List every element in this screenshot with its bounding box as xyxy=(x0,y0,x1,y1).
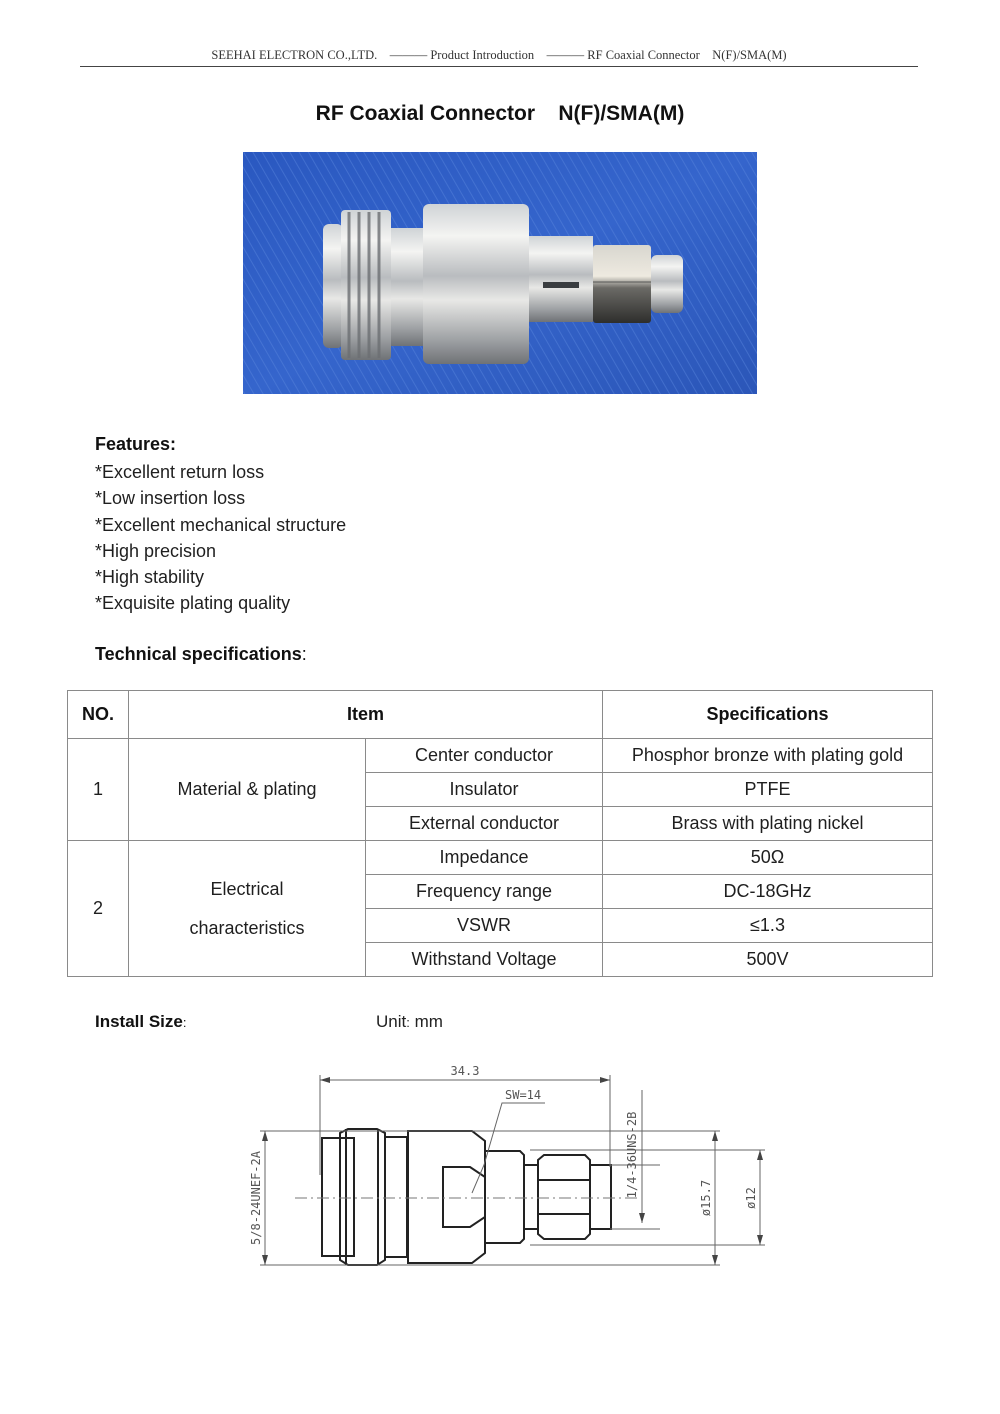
group-category-line: characteristics xyxy=(189,917,305,938)
dimension-wrench-size: SW=14 xyxy=(505,1088,542,1102)
product-photo xyxy=(243,152,757,394)
header-specifications: Specifications xyxy=(603,691,933,739)
install-drawing xyxy=(240,1055,780,1280)
dimension-right-thread: 1/4-36UNS-2B xyxy=(625,1111,639,1199)
table-header-row xyxy=(68,691,933,739)
unit-colon: : xyxy=(406,1015,410,1030)
dimension-left-thread: 5/8-24UNEF-2A xyxy=(249,1151,263,1245)
header-separator: ——— xyxy=(389,48,428,62)
spec-cell: 500V xyxy=(603,943,933,977)
header-company: SEEHAI ELECTRON CO.,LTD. xyxy=(211,48,378,62)
table-row xyxy=(68,841,933,875)
header-product: RF Coaxial Connector N(F)/SMA(M) xyxy=(587,48,787,62)
dimension-inner-diameter: ø12 xyxy=(744,1187,758,1209)
install-size-label xyxy=(95,1012,187,1032)
feature-item: *High stability xyxy=(95,567,205,588)
tech-specs-heading-text: Technical specifications xyxy=(95,644,302,664)
install-size-text: Install Size xyxy=(95,1012,183,1031)
unit-label xyxy=(376,1012,443,1032)
feature-item: *High precision xyxy=(95,540,217,561)
feature-item: *Excellent mechanical structure xyxy=(95,514,347,535)
group-category-line: Electrical xyxy=(210,878,284,899)
page-title: RF Coaxial Connector N(F)/SMA(M) xyxy=(315,102,685,125)
group-category xyxy=(129,841,366,977)
dimension-outer-diameter: ø15.7 xyxy=(699,1179,713,1217)
item-cell: Insulator xyxy=(366,773,603,807)
install-size-colon: : xyxy=(182,1015,187,1030)
group-number: 1 xyxy=(68,739,129,841)
tech-specs-heading xyxy=(95,644,307,665)
item-cell: Impedance xyxy=(366,841,603,875)
group-number: 2 xyxy=(68,841,129,977)
spec-cell: Brass with plating nickel xyxy=(603,807,933,841)
spec-cell: ≤1.3 xyxy=(603,909,933,943)
tech-specs-heading-colon: : xyxy=(301,644,307,664)
features-heading: Features: xyxy=(95,434,177,454)
spec-cell: DC-18GHz xyxy=(603,875,933,909)
item-cell: Withstand Voltage xyxy=(366,943,603,977)
spec-cell: 50Ω xyxy=(603,841,933,875)
table-row xyxy=(68,739,933,773)
spec-table xyxy=(67,690,933,977)
item-cell: Frequency range xyxy=(366,875,603,909)
item-cell: Center conductor xyxy=(366,739,603,773)
feature-item: *Low insertion loss xyxy=(95,488,246,509)
feature-item: *Exquisite plating quality xyxy=(95,593,291,614)
item-cell: External conductor xyxy=(366,807,603,841)
unit-text: Unit xyxy=(376,1012,407,1031)
header-no: NO. xyxy=(68,691,129,739)
item-cell: VSWR xyxy=(366,909,603,943)
features-section xyxy=(95,434,346,617)
feature-item: *Excellent return loss xyxy=(95,462,265,482)
unit-value: mm xyxy=(414,1012,443,1031)
spec-cell: Phosphor bronze with plating gold xyxy=(603,739,933,773)
header-section: Product Introduction xyxy=(430,48,535,62)
header-separator: ——— xyxy=(546,48,585,62)
dimension-overall-length: 34.3 xyxy=(450,1064,480,1078)
header-rule xyxy=(80,66,918,67)
header-item: Item xyxy=(129,691,603,739)
spec-cell: PTFE xyxy=(603,773,933,807)
group-category: Material & plating xyxy=(129,739,366,841)
page-header xyxy=(80,48,918,66)
